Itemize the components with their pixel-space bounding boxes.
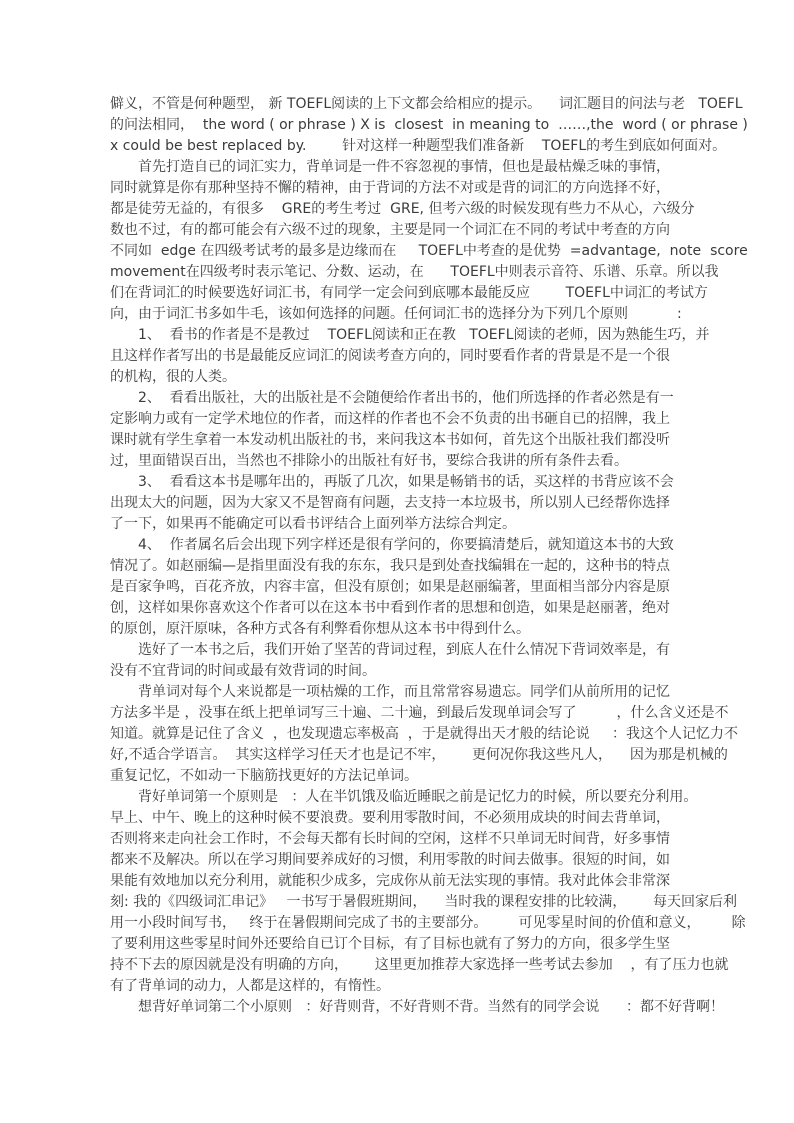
text-line: 僻义，不管是何种题型， 新 TOEFL阅读的上下文都会给相应的提示。 词汇题目的问法与老 TOEFL	[110, 96, 743, 112]
text-line: 持不下去的原因就是没有明确的方向， 这里更加推荐大家选择一些考试去参加 ，有了压力也就	[110, 957, 729, 973]
text-line: 好,不适合学语言。 其实这样学习任天才也是记不牢， 更何况你我这些凡人， 因为那是机械的	[110, 747, 728, 763]
text-line: 1、 看书的作者是不是教过 TOEFL阅读和正在教 TOEFL阅读的老师，因为熟能生巧，并	[110, 327, 710, 343]
text-line: 知道。就算是记住了含义 ，也发现遗忘率极高 ，于是就得出天才般的结论说 ：我这个人记忆力不	[110, 726, 739, 742]
text-line: 2、 看看出版社，大的出版社是不会随便给作者出书的，他们所选择的作者必然是有一	[110, 390, 674, 406]
text-line: 情况了。如赵丽编—是指里面没有我的东东，我只是到处查找编辑在一起的，这种书的特点	[110, 558, 670, 574]
text-line: 都是徒劳无益的，有很多 GRE的考生考过 GRE, 但考六级的时候发现有些力不从心，六级分	[110, 201, 695, 217]
text-line: 早上、中午、晚上的这种时候不要浪费。要利用零散时间，不必须用成块的时间去背单词，	[110, 810, 670, 826]
text-line: 数也不过，有的都可能会有六级不过的现象，主要是同一个词汇在不同的考试中考查的方向	[110, 222, 670, 238]
text-line: 想背好单词第二个小原则 ：好背则背，不好背则不背。当然有的同学会说 ：都不好背啊！	[110, 999, 725, 1015]
text-line: 课时就有学生拿着一本发动机出版社的书，来问我这本书如何，首先这个出版社我们都没听	[110, 432, 670, 448]
text-line: 果能有效地加以充分利用，就能积少成多，完成你从前无法实现的事情。我对此体会非常深	[110, 873, 670, 889]
text-line: 们在背词汇的时候要选好词汇书，有同学一定会问到底哪本最能反应 TOEFL中词汇的考试方	[110, 285, 708, 301]
text-line: 定影响力或有一定学术地位的作者，而这样的作者也不会不负责的出书砸自已的招牌，我上	[110, 411, 670, 427]
text-line: 用一小段时间写书， 终于在暑假期间完成了书的主要部分。 可见零星时间的价值和意义， 除	[110, 915, 746, 931]
text-line: 都来不及解决。所以在学习期间要养成好的习惯，利用零散的时间去做事。很短的时间，如	[110, 852, 670, 868]
text-line: 且这样作者写出的书是最能反应词汇的阅读考查方向的，同时要看作者的背景是不是一个很	[110, 348, 670, 364]
text-line: 了一下，如果再不能确定可以看书评结合上面列举方法综合判定。	[110, 516, 516, 532]
text-line: 有了背单词的动力，人都是这样的，有惰性。	[110, 978, 390, 994]
text-line: 不同如 edge 在四级考试考的最多是边缘而在 TOEFL中考查的是优势 =advantage, note score	[110, 243, 748, 259]
text-line: 了要利用这些零星时间外还要给自已订个目标，有了目标也就有了努力的方向，很多学生坚	[110, 936, 670, 952]
text-line: 过，里面错误百出，当然也不排除小的出版社有好书，要综合我讲的所有条件去看。	[110, 453, 628, 469]
text-line: x could be best replaced by. 针对这样一种题型我们准备新 TOEFL的考生到底如何面对。	[110, 138, 727, 154]
document-text-block	[110, 94, 750, 1018]
text-line: 同时就算是你有那种坚持不懈的精神，由于背词的方法不对或是背的词汇的方向选择不好，	[110, 180, 670, 196]
text-line: 否则将来走向社会工作时，不会每天都有长时间的空闲，这样不只单词无时间背，好多事情	[110, 831, 670, 847]
text-line: 刻: 我的《四级词汇串记》 一书写于暑假班期间， 当时我的课程安排的比较满， 每天回家后利	[110, 894, 738, 910]
text-line: 的问法相同， the word ( or phrase ) X is closest in meaning to ……,the word ( or phrase )	[110, 117, 748, 133]
text-line: 的机构，很的人类。	[110, 369, 236, 385]
text-line: 创，这样如果你喜欢这个作者可以在这本书中看到作者的思想和创造，如果是赵丽著，绝对	[110, 600, 670, 616]
text-line: 首先打造自已的词汇实力，背单词是一件不容忽视的事情，但也是最枯燥乏味的事情，	[110, 159, 670, 175]
text-line: 3、 看看这本书是哪年出的，再版了几次，如果是畅销书的话，买这样的书背应该不会	[110, 474, 674, 490]
text-line: 是百家争鸣，百花齐放，内容丰富，但没有原创；如果是赵丽编著，里面相当部分内容是原	[110, 579, 670, 595]
text-line: 重复记忆，不如动一下脑筋找更好的方法记单词。	[110, 768, 418, 784]
text-line: 的原创，原汗原味，各种方式各有利弊看你想从这本书中得到什么。	[110, 621, 530, 637]
text-line: 背单词对每个人来说都是一项枯燥的工作，而且常常容易遗忘。同学们从前所用的记忆	[110, 684, 670, 700]
text-line: 出现太大的问题，因为大家又不是智商有问题，去支持一本垃圾书，所以别人已经帮你选择	[110, 495, 670, 511]
text-line: 选好了一本书之后，我们开始了坚苦的背词过程，到底人在什么情况下背词效率是，有	[110, 642, 670, 658]
text-line: movement在四级考时表示笔记、分数、运动，在 TOEFL中则表示音符、乐谱、乐章。所以我	[110, 264, 719, 280]
text-line: 向，由于词汇书多如牛毛，该如何选择的问题。任何词汇书的选择分为下列几个原则 :	[110, 306, 682, 322]
text-line: 没有不宜背词的时间或最有效背词的时间。	[110, 663, 376, 679]
text-line: 4、 作者属名后会出现下列字样还是很有学问的，你要搞清楚后，就知道这本书的大致	[110, 537, 674, 553]
text-line: 方法多半是 ，没事在纸上把单词写三十遍、二十遍，到最后发现单词会写了 ，什么含义还是不	[110, 705, 729, 721]
text-line: 背好单词第一个原则是 ：人在半饥饿及临近睡眠之前是记忆力的时候，所以要充分利用。	[110, 789, 698, 805]
